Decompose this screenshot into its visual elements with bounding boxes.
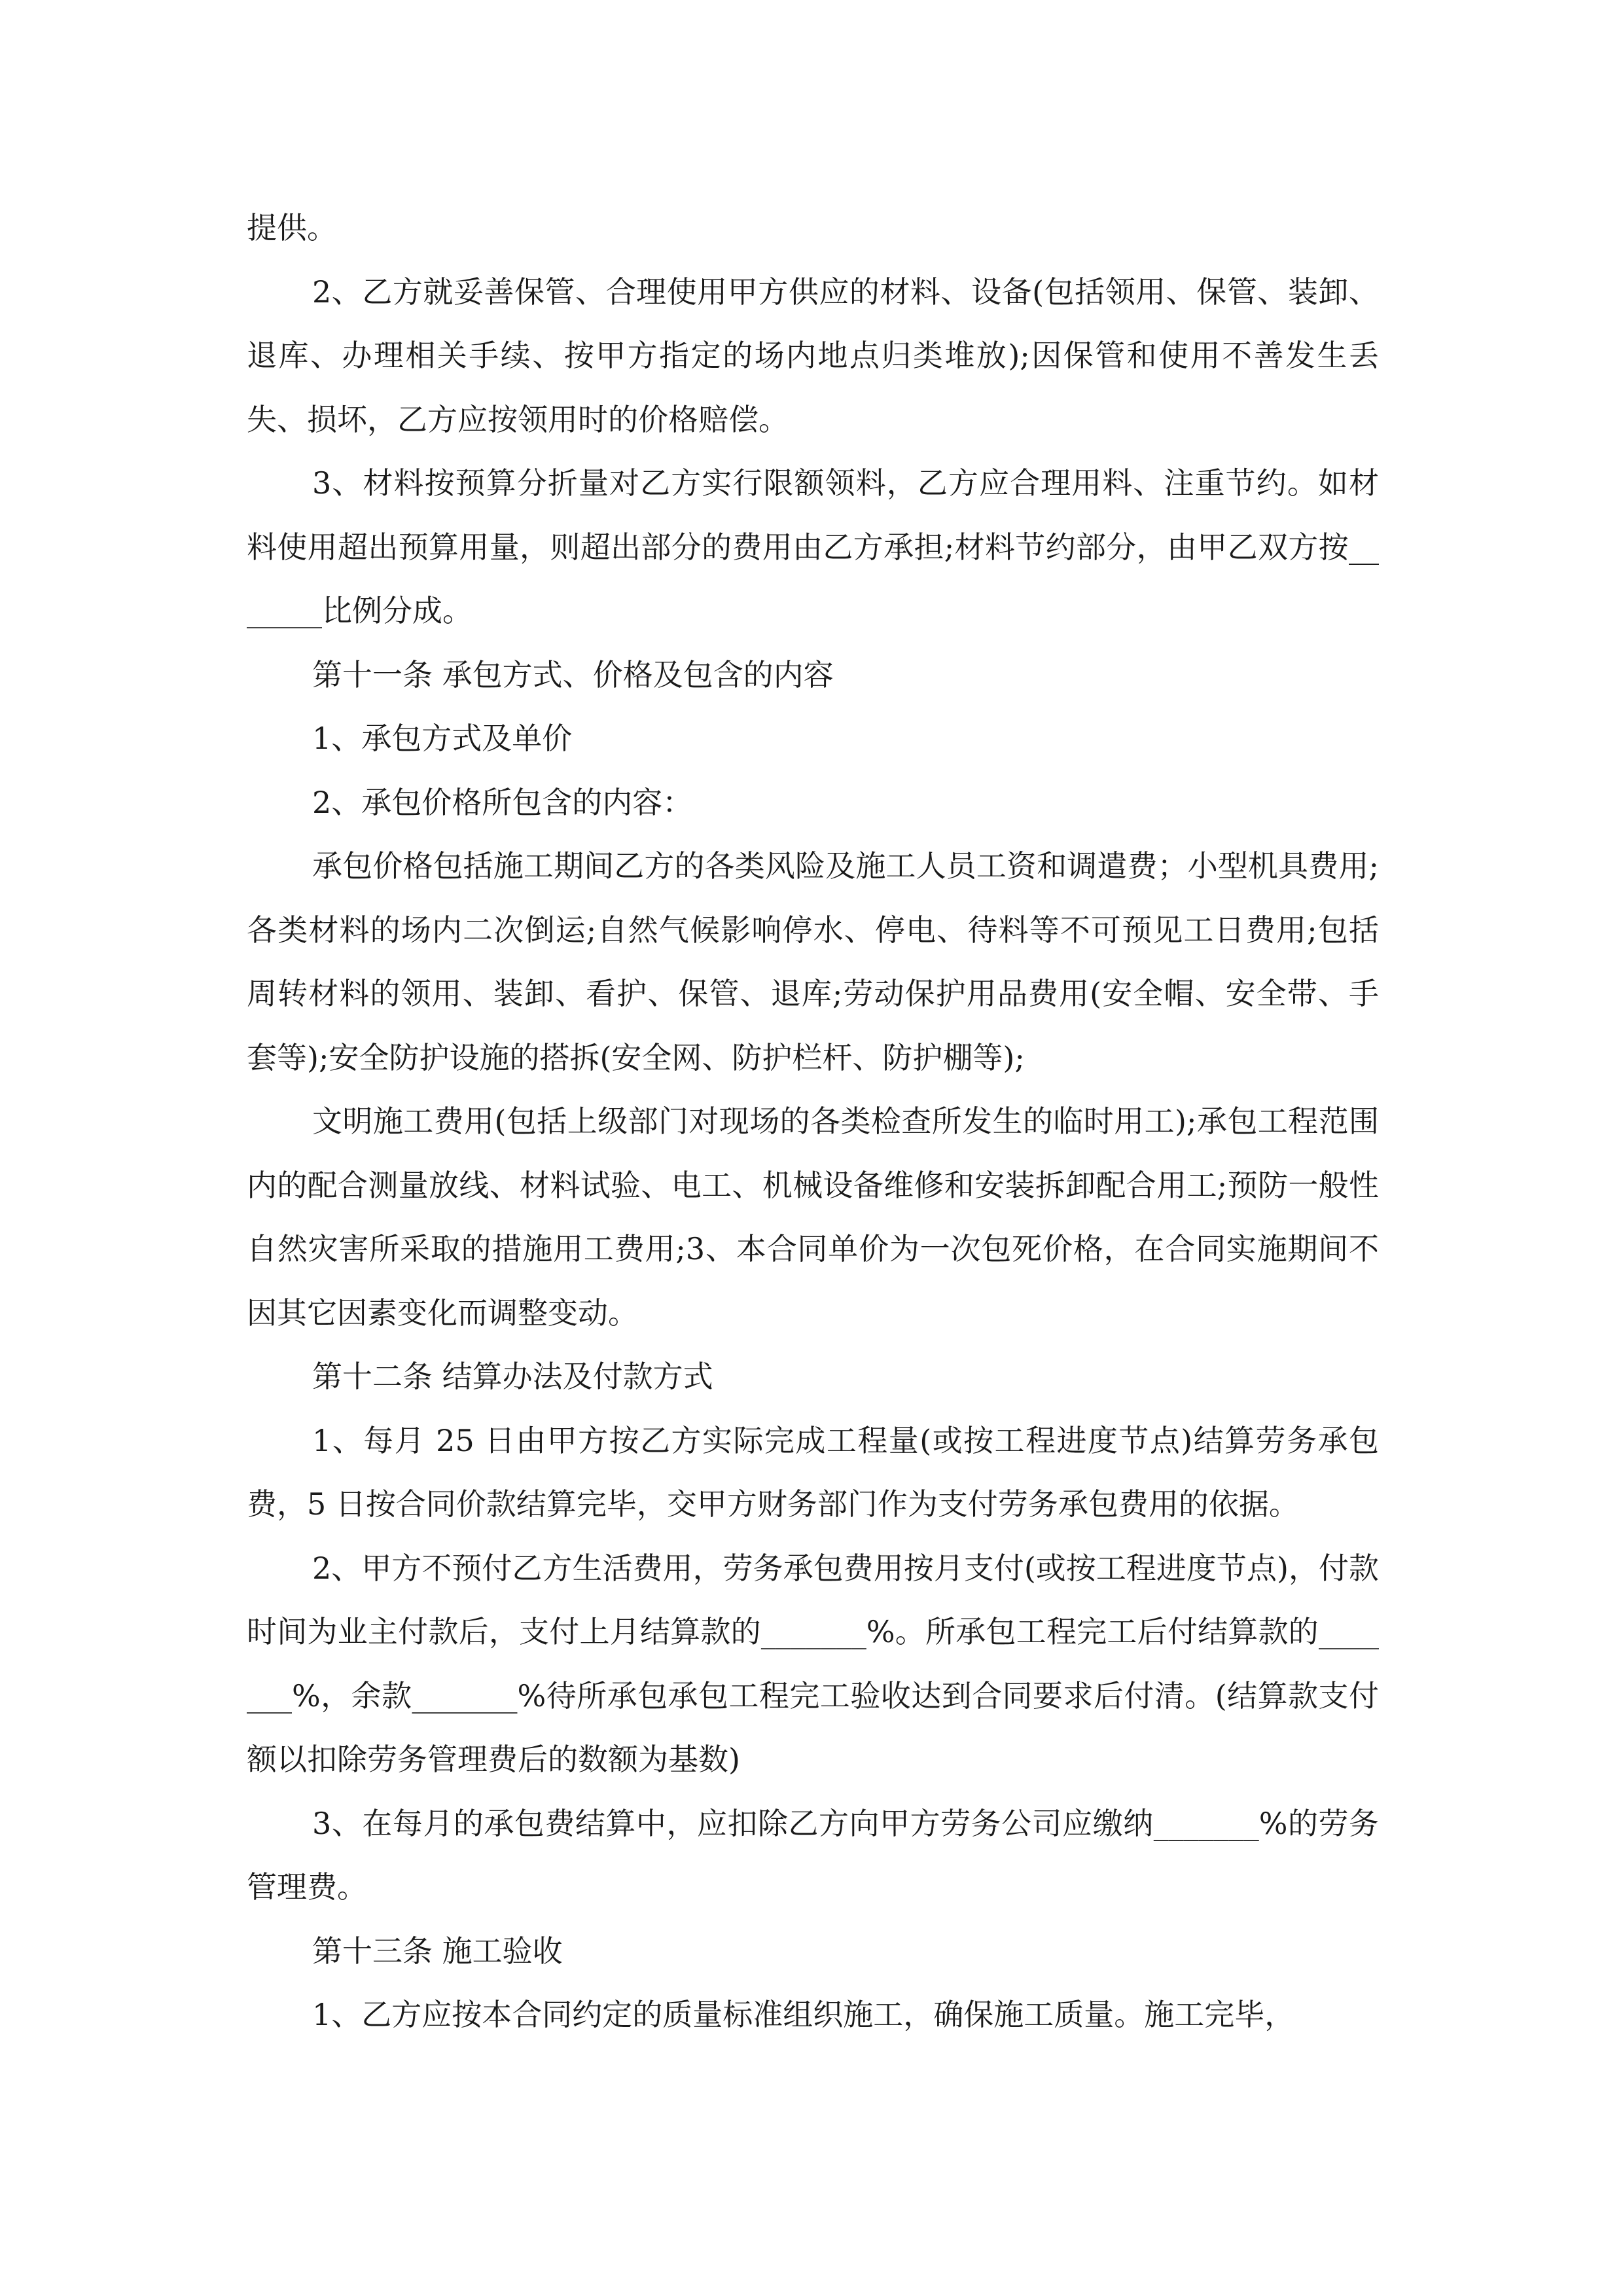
paragraph-continuation: 提供。 <box>247 210 337 245</box>
paragraph-material-quota: 3、材料按预算分折量对乙方实行限额领料，乙方应合理用料、注重节约。如材料使用超出预算用量，则超出部分的费用由乙方承担;材料节约部分，由甲乙双方按_______比例分成。 <box>247 465 1379 628</box>
paragraph-payment-terms: 2、甲方不预付乙方生活费用，劳务承包费用按月支付(或按工程进度节点)，付款时间为业主付款后，支付上月结算款的_______%。所承包工程完工后付结算款的_______%，余款_______%待所承包承包工程完工验收达到合同要求后付清。(结算款支付额以扣除劳务管理费后的数额为基数) <box>247 1550 1379 1777</box>
document-page <box>247 196 1379 2047</box>
article-13-heading: 第十三条 施工验收 <box>312 1933 563 1969</box>
article-11-heading: 第十一条 承包方式、价格及包含的内容 <box>312 656 834 692</box>
paragraph-price-contents: 2、承包价格所包含的内容： <box>312 784 693 820</box>
paragraph-contract-method: 1、承包方式及单价 <box>312 721 573 756</box>
paragraph-monthly-settlement: 1、每月 25 日由甲方按乙方实际完成工程量(或按工程进度节点)结算劳务承包费，5 日按合同价款结算完毕，交甲方财务部门作为支付劳务承包费用的依据。 <box>247 1422 1379 1522</box>
article-12-heading: 第十二条 结算办法及付款方式 <box>312 1359 713 1394</box>
paragraph-management-fee: 3、在每月的承包费结算中，应扣除乙方向甲方劳务公司应缴纳_______%的劳务管理费。 <box>247 1805 1379 1905</box>
paragraph-acceptance: 1、乙方应按本合同约定的质量标准组织施工，确保施工质量。施工完毕， <box>312 1997 1295 2032</box>
paragraph-civilized-construction: 文明施工费用(包括上级部门对现场的各类检查所发生的临时用工);承包工程范围内的配合测量放线、材料试验、电工、机械设备维修和安装拆卸配合用工;预防一般性自然灾害所采取的措施用工费用;3、本合同单价为一次包死价格，在合同实施期间不因其它因素变化而调整变动。 <box>247 1103 1379 1331</box>
paragraph-price-includes: 承包价格包括施工期间乙方的各类风险及施工人员工资和调遣费；小型机具费用;各类材料的场内二次倒运;自然气候影响停水、停电、待料等不可预见工日费用;包括周转材料的领用、装卸、看护、保管、退库;劳动保护用品费用(安全帽、安全带、手套等);安全防护设施的搭拆(安全网、防护栏杆、防护棚等); <box>247 848 1379 1075</box>
paragraph-material-custody: 2、乙方就妥善保管、合理使用甲方供应的材料、设备(包括领用、保管、装卸、退库、办理相关手续、按甲方指定的场内地点归类堆放);因保管和使用不善发生丢失、损坏，乙方应按领用时的价格赔偿。 <box>247 274 1379 437</box>
